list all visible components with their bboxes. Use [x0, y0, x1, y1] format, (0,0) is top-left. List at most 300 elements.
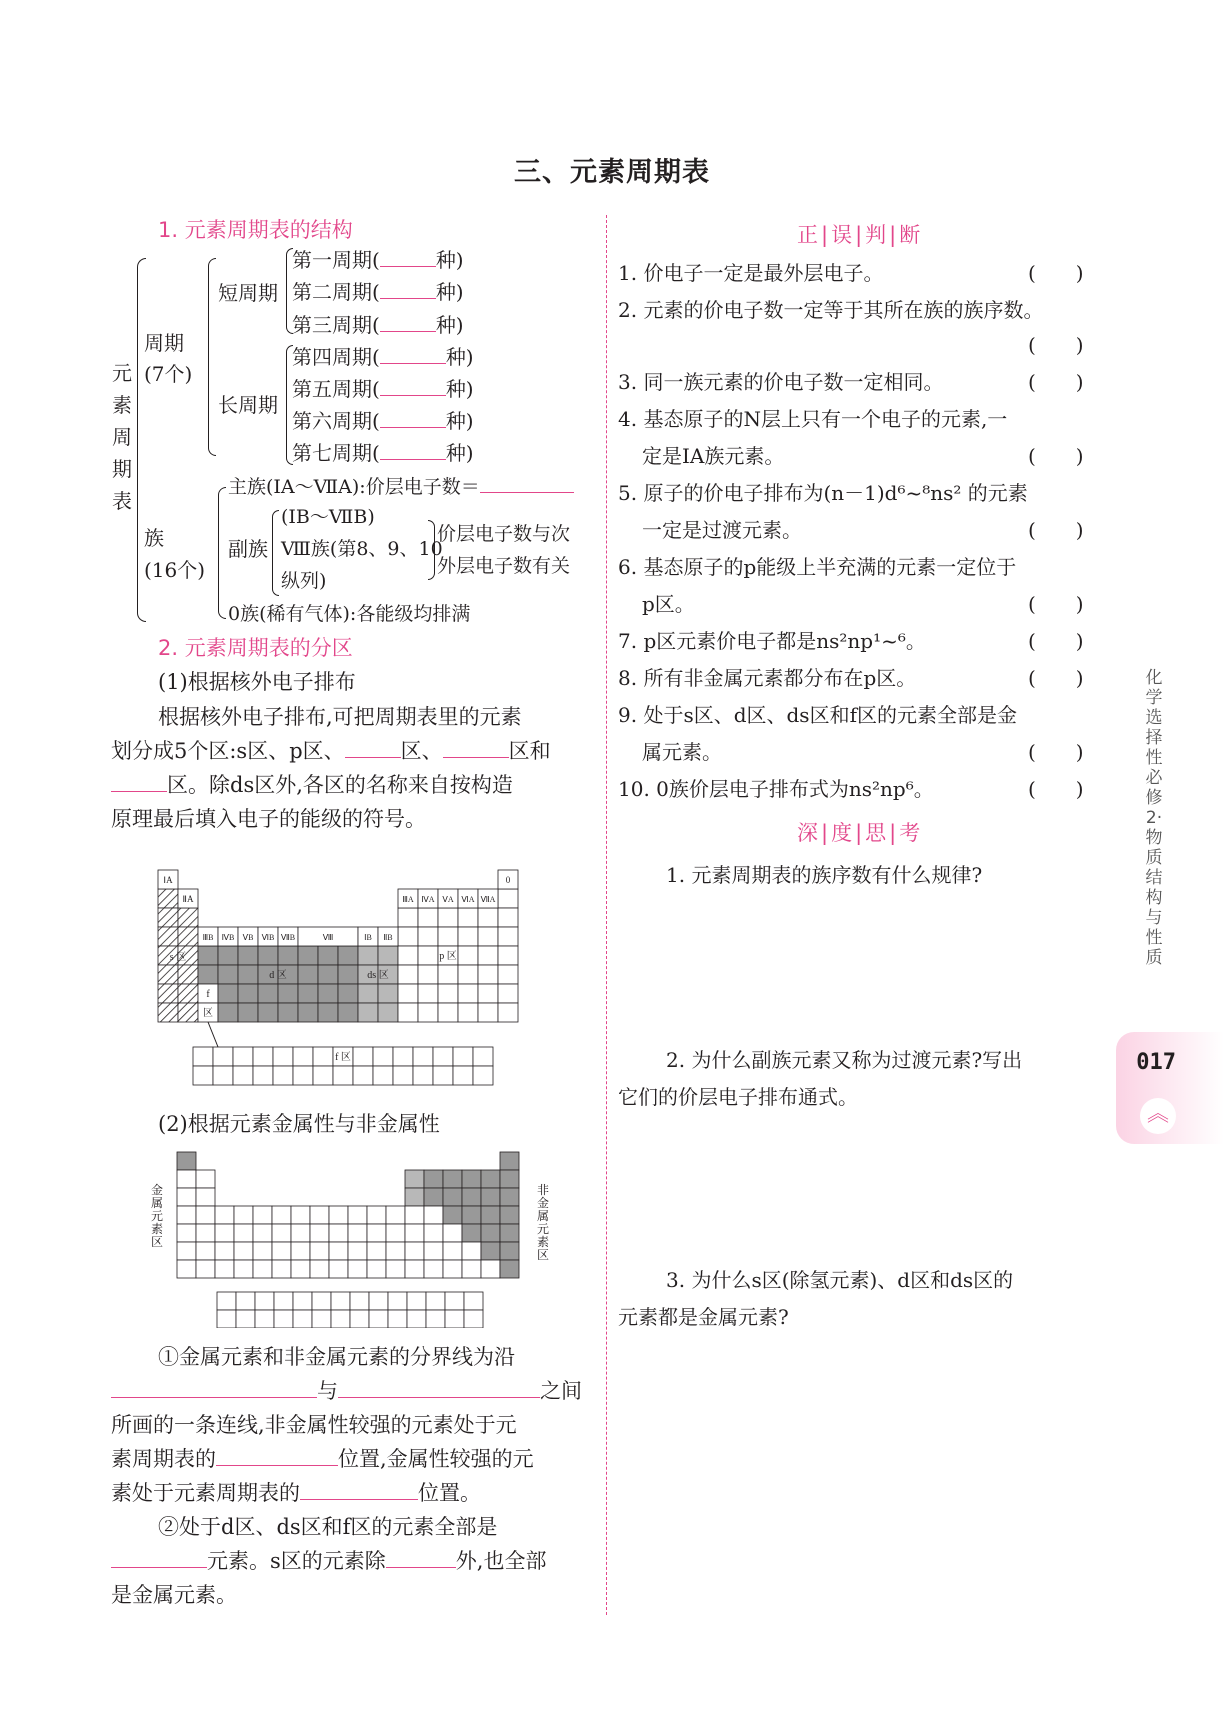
element-cell	[443, 1170, 462, 1188]
f-block-cell	[253, 1066, 273, 1085]
judge-item-5-line2: 一定是过渡元素。	[642, 518, 802, 542]
book-title-vertical: 化学 选择性必修2·物质结构与性质	[1145, 668, 1163, 968]
element-cell	[338, 965, 358, 984]
period-6: 第六周期( 种)	[292, 409, 474, 433]
s-region-label: s 区	[169, 952, 187, 963]
blank-period-2[interactable]	[380, 278, 436, 299]
sub-group-line-3: 纵列)	[281, 570, 327, 592]
f-block-cell	[353, 1066, 373, 1085]
element-cell	[424, 1206, 443, 1224]
element-cell	[438, 1003, 458, 1022]
element-cell	[458, 908, 478, 927]
element-cell	[253, 1242, 272, 1260]
element-cell	[178, 965, 198, 984]
label-d-group: ⅥB	[261, 933, 275, 942]
element-cell	[178, 927, 198, 946]
element-cell	[215, 1260, 234, 1278]
element-cell	[398, 927, 418, 946]
element-cell	[500, 1152, 519, 1170]
element-cell	[348, 1242, 367, 1260]
f-block-cell	[313, 1066, 333, 1085]
f-block-cell	[433, 1066, 453, 1085]
f-block-cell	[350, 1292, 369, 1310]
judge-item-8: 8. 所有非金属元素都分布在p区。	[618, 666, 917, 690]
f-block-cell	[217, 1292, 236, 1310]
double-chevron-up-icon[interactable]: ︽	[1140, 1098, 1176, 1134]
para2-line-d: 素周期表的 位置,金属性较强的元	[111, 1447, 534, 1471]
f-block-cell	[388, 1310, 407, 1328]
f-block-cell	[393, 1066, 413, 1085]
blank-period-5[interactable]	[380, 375, 446, 396]
f-block-cell	[393, 1047, 413, 1066]
element-cell	[462, 1170, 481, 1188]
f-block-cell	[350, 1310, 369, 1328]
element-cell	[458, 927, 478, 946]
element-cell	[498, 965, 518, 984]
f-block-cell	[217, 1310, 236, 1328]
subheading-electron-config: (1)根据核外电子排布	[158, 670, 356, 694]
page-number: 017	[1136, 1050, 1176, 1075]
judge-item-10: 10. 0族价层电子排布式为ns²np⁶。	[618, 777, 934, 801]
judge-item-2: 2. 元素的价电子数一定等于其所在族的族序数。	[618, 298, 1044, 322]
f-block-cell	[333, 1066, 353, 1085]
judge-item-6: 6. 基态原子的p能级上半充满的元素一定位于	[618, 555, 1017, 579]
element-cell	[272, 1224, 291, 1242]
blank-main-group[interactable]	[480, 472, 574, 493]
element-cell	[498, 927, 518, 946]
f-block-cell	[193, 1066, 213, 1085]
f-pointer-line	[208, 1022, 218, 1047]
para3-line-c: 是金属元素。	[111, 1583, 237, 1607]
metal-region-label: 素	[150, 1222, 164, 1236]
label-p-group: ⅣA	[421, 895, 435, 904]
judge-paren-7[interactable]: ( )	[1028, 629, 1084, 653]
think-question-2-line2: 它们的价层电子排布通式。	[618, 1085, 858, 1109]
ds-region-label: ds 区	[367, 970, 389, 981]
sub-group-right-brace	[428, 520, 435, 580]
nonmetal-region-label: 元	[536, 1222, 550, 1236]
metal-region-label: 元	[150, 1209, 164, 1223]
element-cell	[481, 1206, 500, 1224]
element-cell	[481, 1224, 500, 1242]
f-block-cell	[274, 1292, 293, 1310]
element-cell	[418, 927, 438, 946]
element-cell	[234, 1260, 253, 1278]
judge-item-4: 4. 基态原子的N层上只有一个电子的元素,一	[618, 407, 1008, 431]
sub-group-line-2: Ⅷ族(第8、9、10	[281, 538, 443, 560]
f-block-cell	[255, 1292, 274, 1310]
think-question-3-line2: 元素都是金属元素?	[618, 1305, 789, 1329]
element-cell	[348, 1224, 367, 1242]
element-cell	[348, 1260, 367, 1278]
element-cell	[386, 1206, 405, 1224]
element-cell	[196, 1206, 215, 1224]
think-question-2: 2. 为什么副族元素又称为过渡元素?写出	[666, 1048, 1023, 1072]
section-heading-regions: 2. 元素周期表的分区	[158, 636, 353, 660]
element-cell	[291, 1224, 310, 1242]
f-row-label: f 区	[335, 1052, 351, 1063]
element-cell	[405, 1188, 424, 1206]
f-block-cell	[426, 1292, 445, 1310]
nonmetal-region-label: 属	[536, 1209, 550, 1223]
element-cell	[418, 1003, 438, 1022]
para2-line-c: 所画的一条连线,非金属性较强的元素处于元	[111, 1413, 517, 1437]
judge-paren-9[interactable]: ( )	[1028, 740, 1084, 764]
element-cell	[438, 984, 458, 1003]
judge-item-7: 7. p区元素价电子都是ns²np¹~⁶。	[618, 629, 926, 653]
blank-region-3[interactable]	[111, 771, 167, 792]
root-label: 元 素 周 期 表	[112, 361, 132, 513]
element-cell	[238, 946, 258, 965]
element-cell	[405, 1206, 424, 1224]
f-block-cell	[464, 1310, 483, 1328]
element-cell	[218, 946, 238, 965]
f-block-cell	[453, 1066, 473, 1085]
label-d-group: Ⅷ	[322, 933, 334, 942]
judge-item-9-line2: 属元素。	[642, 740, 722, 764]
element-cell	[310, 1224, 329, 1242]
period-4: 第四周期( 种)	[292, 345, 474, 369]
element-cell	[310, 1260, 329, 1278]
element-cell	[178, 908, 198, 927]
main-group: 主族(ⅠA～ⅦA):价层电子数＝	[228, 470, 574, 504]
f-block-cell	[293, 1066, 313, 1085]
element-cell	[318, 965, 338, 984]
element-cell	[478, 965, 498, 984]
element-cell	[358, 984, 378, 1003]
element-cell	[238, 1003, 258, 1022]
blank-period-3[interactable]	[380, 311, 436, 332]
nonmetal-region-label: 素	[536, 1235, 550, 1249]
f-block-cell	[233, 1066, 253, 1085]
element-cell	[458, 984, 478, 1003]
element-cell	[258, 1003, 278, 1022]
element-cell	[196, 1170, 215, 1188]
element-cell	[481, 1260, 500, 1278]
f-block-cell	[233, 1047, 253, 1066]
element-cell	[398, 1003, 418, 1022]
element-cell	[198, 965, 218, 984]
element-cell	[424, 1260, 443, 1278]
element-cell	[481, 1170, 500, 1188]
label-d-group: ⅦB	[280, 933, 296, 942]
element-cell	[310, 1206, 329, 1224]
element-cell	[272, 1242, 291, 1260]
p-region-label: p 区	[439, 951, 457, 962]
element-cell	[196, 1188, 215, 1206]
short-period-label: 短周期	[218, 281, 278, 305]
f-block-cell	[236, 1310, 255, 1328]
element-cell	[386, 1242, 405, 1260]
element-cell	[348, 1206, 367, 1224]
element-cell	[218, 1003, 238, 1022]
element-cell	[478, 927, 498, 946]
element-cell	[177, 1260, 196, 1278]
judge-item-3: 3. 同一族元素的价电子数一定相同。	[618, 370, 944, 394]
blank-region-2[interactable]	[443, 737, 509, 758]
element-cell	[478, 984, 498, 1003]
element-cell	[258, 984, 278, 1003]
element-cell	[338, 1003, 358, 1022]
f-block-cell	[253, 1047, 273, 1066]
element-cell	[158, 927, 178, 946]
sub-group-note-1: 价层电子数与次	[437, 523, 571, 545]
label-zero: 0	[505, 875, 511, 885]
periodic-table-blocks-diagram	[150, 862, 530, 1090]
blank-nonmetal-position[interactable]	[216, 1445, 338, 1466]
blank-boundary-1[interactable]	[111, 1377, 317, 1398]
sub-group-label: 副族	[228, 537, 268, 561]
element-cell	[386, 1224, 405, 1242]
element-cell	[500, 1242, 519, 1260]
element-cell	[272, 1206, 291, 1224]
period-5: 第五周期( 种)	[292, 377, 474, 401]
f-block-cell	[213, 1047, 233, 1066]
element-cell	[329, 1224, 348, 1242]
element-cell	[358, 1003, 378, 1022]
f-block-cell	[373, 1066, 393, 1085]
f-block-cell	[236, 1292, 255, 1310]
f-block-cell	[388, 1292, 407, 1310]
para3-line-a: ②处于d区、ds区和f区的元素全部是	[158, 1515, 498, 1539]
group-brace	[218, 487, 226, 619]
d-region-label: d 区	[269, 970, 287, 981]
element-cell	[438, 927, 458, 946]
sub-group-note-2: 外层电子数有关	[437, 555, 571, 577]
element-cell	[443, 1242, 462, 1260]
element-cell	[378, 1003, 398, 1022]
element-cell	[215, 1224, 234, 1242]
blank-element-type[interactable]	[111, 1547, 207, 1568]
element-cell	[367, 1260, 386, 1278]
label-p-group: ⅦA	[480, 895, 496, 904]
f-block-cell	[473, 1066, 493, 1085]
para1-line-a: 根据核外电子排布,可把周期表里的元素	[158, 705, 522, 729]
para3-line-b: 元素。s区的元素除 外,也全部	[111, 1544, 546, 1578]
blank-s-exception[interactable]	[386, 1547, 456, 1568]
blank-region-1[interactable]	[345, 737, 401, 758]
f-block-cell	[193, 1047, 213, 1066]
element-cell	[278, 1003, 298, 1022]
sub-group-brace	[272, 510, 279, 596]
judge-paren-3[interactable]: ( )	[1028, 370, 1084, 394]
nonmetal-region-label: 非	[536, 1183, 550, 1197]
metal-region-label: 区	[150, 1235, 164, 1249]
element-cell	[298, 984, 318, 1003]
element-cell	[253, 1224, 272, 1242]
element-cell	[438, 965, 458, 984]
periodic-table-metal-diagram	[145, 1148, 555, 1328]
blank-period-1[interactable]	[380, 246, 436, 267]
label-d-group: ⅠB	[364, 933, 372, 942]
f-block-cell	[445, 1292, 464, 1310]
element-cell	[418, 984, 438, 1003]
element-cell	[177, 1152, 196, 1170]
element-cell	[177, 1188, 196, 1206]
f-block-cell	[274, 1310, 293, 1328]
f-block-cell	[407, 1310, 426, 1328]
element-cell	[318, 946, 338, 965]
judge-item-4-line2: 定是ⅠA族元素。	[642, 444, 785, 468]
para2-line-b: 与 之间	[111, 1374, 582, 1408]
f-block-cell	[426, 1310, 445, 1328]
section-heading-structure: 1. 元素周期表的结构	[158, 218, 353, 242]
column-divider	[606, 215, 607, 1615]
element-cell	[178, 1003, 198, 1022]
element-cell	[478, 946, 498, 965]
element-cell	[378, 946, 398, 965]
element-cell	[500, 1188, 519, 1206]
element-cell	[498, 1003, 518, 1022]
element-cell	[367, 1242, 386, 1260]
period-2: 第二周期( 种)	[292, 280, 464, 304]
element-cell	[338, 984, 358, 1003]
period-1: 第一周期( 种)	[292, 248, 464, 272]
element-cell	[405, 1260, 424, 1278]
element-cell	[405, 1242, 424, 1260]
element-cell	[177, 1224, 196, 1242]
judge-paren-5[interactable]: ( )	[1028, 518, 1084, 542]
element-cell	[498, 889, 518, 908]
f-block-cell	[413, 1047, 433, 1066]
element-cell	[158, 965, 178, 984]
label-ia: ⅠA	[163, 875, 173, 885]
blank-metal-position[interactable]	[300, 1479, 418, 1500]
judge-paren-4[interactable]: ( )	[1028, 444, 1084, 468]
label-d-group: ⅡB	[383, 933, 393, 942]
para1-line-d: 原理最后填入电子的能级的符号。	[111, 807, 426, 831]
f-block-cell	[213, 1066, 233, 1085]
f-block-cell	[433, 1047, 453, 1066]
think-question-3: 3. 为什么s区(除氢元素)、d区和ds区的	[666, 1268, 1014, 1292]
judge-paren-2[interactable]: ( )	[1028, 333, 1084, 357]
element-cell	[500, 1224, 519, 1242]
element-cell	[278, 984, 298, 1003]
element-cell	[378, 984, 398, 1003]
period-brace	[208, 258, 216, 456]
judge-paren-1[interactable]: ( )	[1028, 261, 1084, 285]
element-cell	[196, 1224, 215, 1242]
f-block-cell	[312, 1310, 331, 1328]
f-block-cell	[312, 1292, 331, 1310]
element-cell	[291, 1206, 310, 1224]
judge-item-5: 5. 原子的价电子排布为(n－1)d⁶~⁸ns² 的元素	[618, 481, 1028, 505]
f-block-cell	[373, 1047, 393, 1066]
element-cell	[177, 1206, 196, 1224]
element-cell	[367, 1206, 386, 1224]
element-cell	[218, 965, 238, 984]
element-cell	[458, 1003, 478, 1022]
element-cell	[367, 1224, 386, 1242]
think-heading: 深|度|思|考	[797, 821, 924, 845]
f-region-label-top: f	[206, 989, 210, 1000]
element-cell	[215, 1206, 234, 1224]
element-cell	[215, 1242, 234, 1260]
element-cell	[462, 1188, 481, 1206]
element-cell	[298, 1003, 318, 1022]
blank-period-4[interactable]	[380, 343, 446, 364]
element-cell	[329, 1242, 348, 1260]
judge-item-9: 9. 处于s区、d区、ds区和f区的元素全部是金	[618, 703, 1017, 727]
element-cell	[462, 1242, 481, 1260]
element-cell	[438, 908, 458, 927]
element-cell	[158, 984, 178, 1003]
f-block-cell	[445, 1310, 464, 1328]
f-block-cell	[293, 1292, 312, 1310]
element-cell	[500, 1170, 519, 1188]
element-cell	[478, 1003, 498, 1022]
judge-paren-10[interactable]: ( )	[1028, 777, 1084, 801]
element-cell	[405, 1170, 424, 1188]
label-iia: ⅡA	[182, 894, 194, 904]
element-cell	[462, 1224, 481, 1242]
subheading-metallic: (2)根据元素金属性与非金属性	[158, 1112, 440, 1136]
nonmetal-region-label: 区	[536, 1248, 550, 1262]
f-block-cell	[331, 1310, 350, 1328]
judge-heading: 正|误|判|断	[797, 223, 924, 247]
element-cell	[418, 908, 438, 927]
element-cell	[329, 1260, 348, 1278]
element-cell	[398, 946, 418, 965]
group-count: (16个)	[144, 558, 206, 582]
element-cell	[424, 1242, 443, 1260]
element-cell	[462, 1206, 481, 1224]
zero-group: 0族(稀有气体):各能级均排满	[228, 603, 471, 625]
element-cell	[310, 1242, 329, 1260]
element-cell	[398, 908, 418, 927]
f-block-cell	[255, 1310, 274, 1328]
page-title: 三、元素周期表	[514, 157, 710, 188]
element-cell	[158, 908, 178, 927]
element-cell	[424, 1224, 443, 1242]
nonmetal-region-label: 金	[536, 1196, 550, 1210]
element-cell	[234, 1242, 253, 1260]
element-cell	[238, 984, 258, 1003]
element-cell	[196, 1242, 215, 1260]
element-cell	[198, 946, 218, 965]
f-block-cell	[313, 1047, 333, 1066]
f-block-cell	[331, 1292, 350, 1310]
label-d-group: ⅢB	[202, 933, 214, 942]
element-cell	[234, 1224, 253, 1242]
element-cell	[443, 1206, 462, 1224]
element-cell	[424, 1188, 443, 1206]
element-cell	[398, 984, 418, 1003]
f-block-cell	[407, 1292, 426, 1310]
element-cell	[424, 1170, 443, 1188]
element-cell	[196, 1260, 215, 1278]
element-cell	[498, 946, 518, 965]
judge-paren-8[interactable]: ( )	[1028, 666, 1084, 690]
blank-period-6[interactable]	[380, 407, 446, 428]
element-cell	[238, 965, 258, 984]
para2-line-e: 素处于元素周期表的 位置。	[111, 1481, 481, 1505]
group-label: 族	[144, 526, 164, 550]
element-cell	[158, 889, 178, 908]
judge-paren-6[interactable]: ( )	[1028, 592, 1084, 616]
f-block-cell	[413, 1066, 433, 1085]
element-cell	[481, 1188, 500, 1206]
blank-period-7[interactable]	[380, 439, 446, 460]
f-block-cell	[464, 1292, 483, 1310]
blank-boundary-2[interactable]	[338, 1377, 540, 1398]
metal-region-label: 金	[150, 1183, 164, 1197]
metal-region-label: 属	[150, 1196, 164, 1210]
element-cell	[218, 984, 238, 1003]
element-cell	[318, 984, 338, 1003]
element-cell	[458, 965, 478, 984]
element-cell	[418, 946, 438, 965]
